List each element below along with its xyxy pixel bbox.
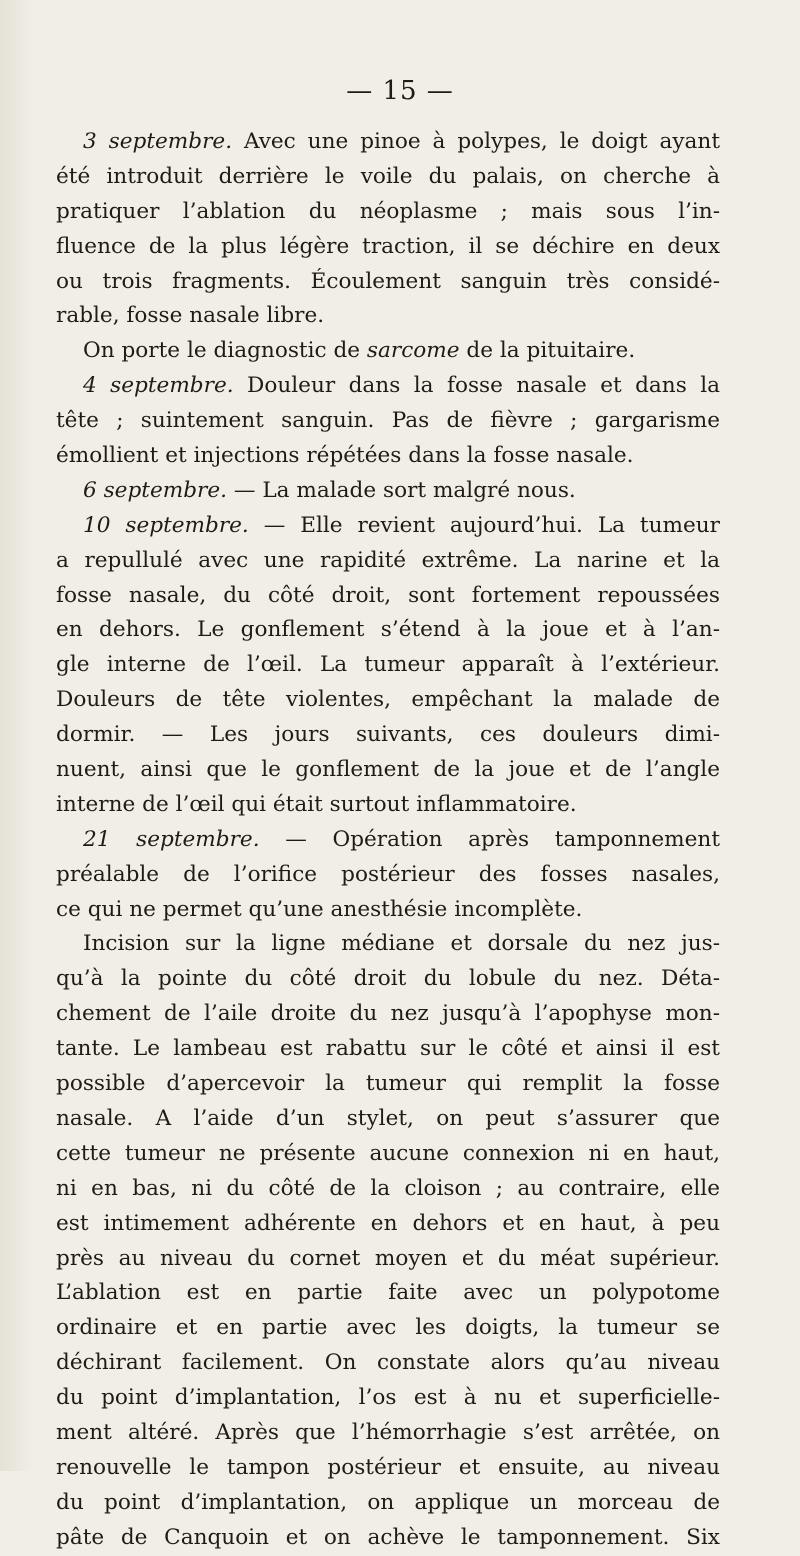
text-line [56,683,720,718]
line-text: dormir. — Les jours suivants, ces douleurs dimi- [56,722,720,748]
text-line [56,404,720,439]
text-line [56,1137,720,1172]
line-text: Douleurs de tête violentes, empêchant la malade de [56,687,720,713]
line-text: a repullulé avec une rapidité extrême. La narine et la [56,547,720,573]
line-text: du point d’implantation, on applique un morceau de [56,1489,720,1515]
line-text: de la pituitaire. [459,338,636,364]
line-text: près au niveau du cornet moyen et du méat supérieur. [56,1245,720,1271]
text-line [56,858,720,893]
text-line [56,718,720,753]
line-text: nuent, ainsi que le gonflement de la joue et de l’angle [56,757,720,783]
text-line [56,439,720,474]
text-line [56,1451,720,1486]
text-line [56,125,720,160]
line-text: Incision sur la ligne médiane et dorsale du nez jus- [83,931,720,957]
text-line [56,160,720,195]
text-line [56,474,720,509]
line-text: ce qui ne permet qu’une anesthésie incomplète. [56,896,583,922]
text-line [56,648,720,683]
line-text: — La malade sort malgré nous. [227,477,576,503]
text-line [56,334,720,369]
line-text: été introduit derrière le voile du palais, on cherche à [56,163,720,189]
line-text: pâte de Canquoin et on achève le tamponnement. Six [56,1524,720,1550]
text-line [56,195,720,230]
line-text: émollient et injections répétées dans la fosse nasale. [56,443,634,469]
line-text: rable, fosse nasale libre. [56,303,325,329]
text-line [56,823,720,858]
line-text: On porte le diagnostic de [83,338,367,364]
line-text: est intimement adhérente en dehors et en haut, à peu [56,1210,720,1236]
text-line [56,230,720,265]
page-number: — 15 — [346,76,454,106]
line-text: L’ablation est en partie faite avec un polypotome [56,1280,720,1306]
line-text: renouvelle le tampon postérieur et ensuite, au niveau [56,1454,720,1480]
text-line [56,1276,720,1311]
text-line [56,369,720,404]
text-line [56,1346,720,1381]
text-line [56,753,720,788]
line-text: Douleur dans la fosse nasale et dans la [233,373,720,399]
line-text: possible d’apercevoir la tumeur qui remplit la fosse [56,1071,720,1097]
page-edge-shadow [0,0,34,1471]
line-text: qu’à la pointe du côté droit du lobule du nez. Déta- [56,966,720,992]
text-line [56,1067,720,1102]
line-text: — Opération après tamponnement [259,826,720,852]
line-text: ment altéré. Après que l’hémorrhagie s’est arrêtée, on [56,1419,720,1445]
diagnosis-term: sarcome [366,338,460,364]
entry-date: 3 septembre. [83,129,233,154]
text-line [56,962,720,997]
text-line [56,1416,720,1451]
text-line [56,1521,720,1556]
text-line [56,544,720,579]
line-text: gle interne de l’œil. La tumeur apparaît à l’extérieur. [56,652,720,678]
line-text: fosse nasale, du côté droit, sont fortement repoussées [56,582,720,608]
text-line [56,1172,720,1207]
text-line [56,1032,720,1067]
entry-date: 6 septembre. [83,477,228,503]
line-text: fluence de la plus légère traction, il se déchire en deux [56,233,720,259]
line-text: tante. Le lambeau est rabattu sur le côté et ainsi il est [56,1036,720,1062]
entry-date: 21 septembre. [83,826,260,852]
text-line [56,1311,720,1346]
body-text [56,125,720,1556]
text-line [56,299,720,334]
text-line [56,788,720,823]
text-line [56,1486,720,1521]
line-text: pratiquer l’ablation du néoplasme ; mais sous l’in- [56,198,720,224]
text-line [56,893,720,928]
line-text: ordinaire et en partie avec les doigts, la tumeur se [56,1315,720,1341]
line-text: nasale. A l’aide d’un stylet, on peut s’assurer que [56,1105,720,1131]
text-line [56,579,720,614]
text-line [56,1381,720,1416]
text-line [56,509,720,544]
line-text: tête ; suintement sanguin. Pas de fièvre ; gargarisme [56,408,720,434]
line-text: ou trois fragments. Écoulement sanguin très considé- [56,268,720,294]
text-line [56,927,720,962]
text-line [56,613,720,648]
line-text: du point d’implantation, l’os est à nu et superficielle- [56,1385,720,1411]
text-line [56,1102,720,1137]
text-line [56,265,720,300]
text-line [56,1242,720,1277]
line-text: chement de l’aile droite du nez jusqu’à l’apophyse mon- [56,1001,720,1027]
line-text: cette tumeur ne présente aucune connexion ni en haut, [56,1140,720,1166]
line-text: déchirant facilement. On constate alors qu’au niveau [56,1350,720,1376]
line-text: interne de l’œil qui était surtout inflammatoire. [56,791,577,817]
line-text: en dehors. Le gonflement s’étend à la joue et à l’an- [56,617,720,643]
line-text: ni en bas, ni du côté de la cloison ; au contraire, elle [56,1175,720,1201]
line-text: Avec une pinoe à polypes, le doigt ayant [232,129,720,154]
entry-date: 10 septembre. [83,512,249,538]
line-text: préalable de l’orifice postérieur des fosses nasales, [56,861,720,887]
entry-date: 4 septembre. [83,373,234,399]
text-line [56,1207,720,1242]
line-text: — Elle revient aujourd’hui. La tumeur [248,512,721,538]
text-line [56,997,720,1032]
